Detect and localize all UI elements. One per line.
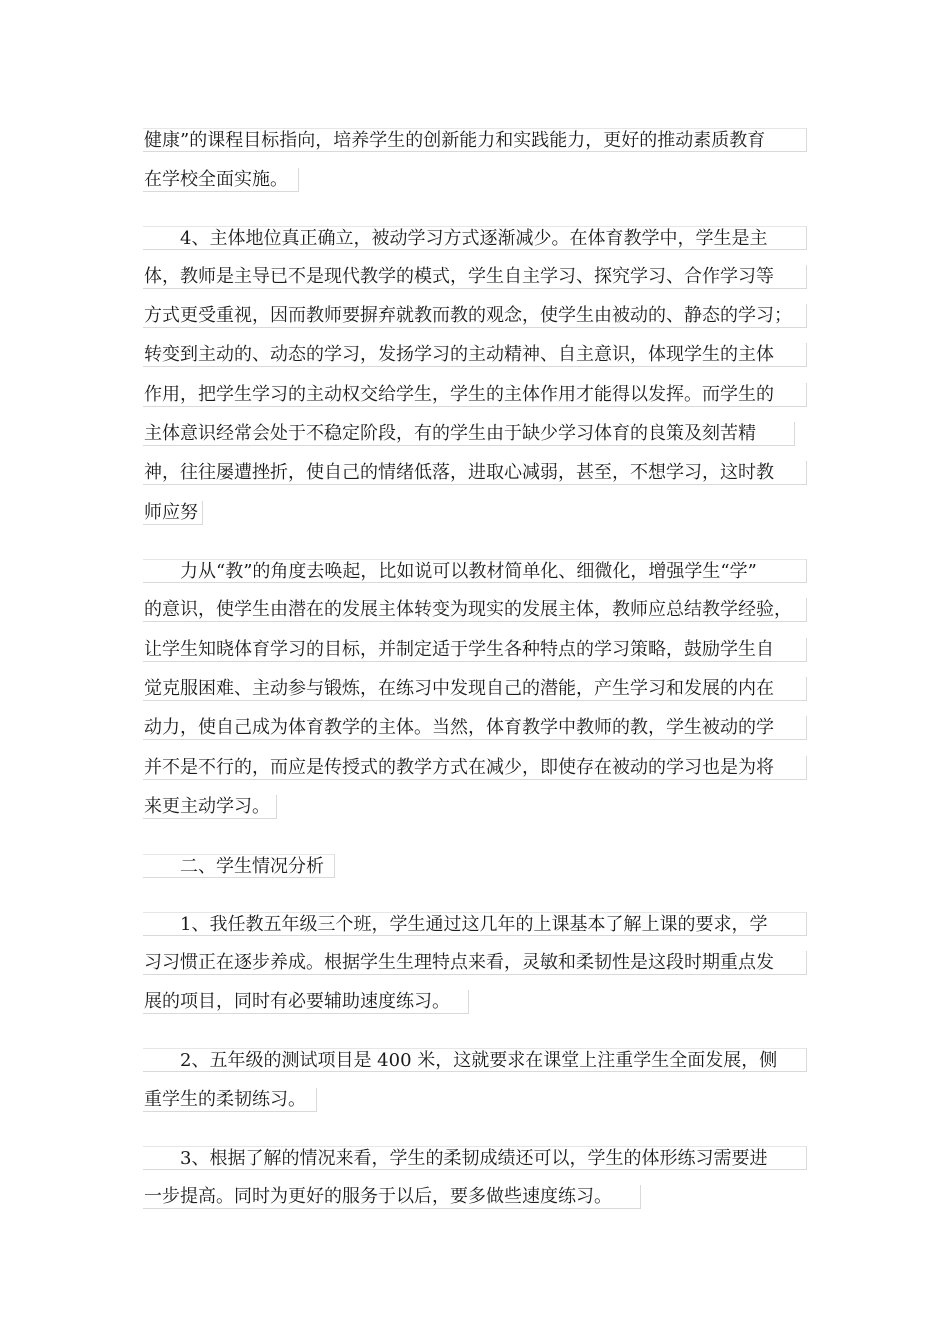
text-line: 习习惯正在逐步养成。根据学生生理特点来看，灵敏和柔韧性是这段时期重点发 [143,951,807,975]
text-line: 2、五年级的测试项目是 400 米，这就要求在课堂上注重学生全面发展，侧 [143,1048,807,1072]
text-line: 神，往往屡遭挫折，使自己的情绪低落，进取心减弱，甚至，不想学习，这时教 [143,461,807,485]
text-line: 转变到主动的、动态的学习，发扬学习的主动精神、自主意识，体现学生的主体 [143,343,807,367]
text-line: 3、根据了解的情况来看，学生的柔韧成绩还可以，学生的体形练习需要进 [143,1146,807,1170]
text-line: 展的项目，同时有必要辅助速度练习。 [143,990,469,1014]
text-line: 师应努 [143,501,203,525]
text-line: 并不是不行的，而应是传授式的教学方式在减少，即使存在被动的学习也是为将 [143,756,807,780]
text-line: 觉克服困难、主动参与锻炼，在练习中发现自己的潜能，产生学习和发展的内在 [143,677,807,701]
text-line: 力从“教”的角度去唤起，比如说可以教材简单化、细微化，增强学生“学” [143,559,807,583]
text-line: 主体意识经常会处于不稳定阶段，有的学生由于缺少学习体育的良策及刻苦精 [143,422,795,446]
text-line: 一步提高。同时为更好的服务于以后，要多做些速度练习。 [143,1185,641,1209]
text-line: 体，教师是主导已不是现代教学的模式，学生自主学习、探究学习、合作学习等 [143,265,807,289]
text-line: 作用，把学生学习的主动权交给学生，学生的主体作用才能得以发挥。而学生的 [143,383,807,407]
text-line: 1、我任教五年级三个班，学生通过这几年的上课基本了解上课的要求，学 [143,912,807,936]
text-line: 方式更受重视，因而教师要摒弃就教而教的观念，使学生由被动的、静态的学习； [143,304,807,328]
text-line: 动力，使自己成为体育教学的主体。当然，体育教学中教师的教，学生被动的学 [143,716,807,740]
section-heading: 二、学生情况分析 [143,854,335,878]
text-line: 健康”的课程目标指向，培养学生的创新能力和实践能力，更好的推动素质教育 [143,128,807,152]
text-line: 来更主动学习。 [143,795,277,819]
text-line: 在学校全面实施。 [143,168,299,192]
text-line: 的意识，使学生由潜在的发展主体转变为现实的发展主体，教师应总结教学经验， [143,598,807,622]
text-line: 让学生知晓体育学习的目标，并制定适于学生各种特点的学习策略，鼓励学生自 [143,638,807,662]
text-line: 4、主体地位真正确立，被动学习方式逐渐减少。在体育教学中，学生是主 [143,226,807,250]
text-line: 重学生的柔韧练习。 [143,1088,317,1112]
